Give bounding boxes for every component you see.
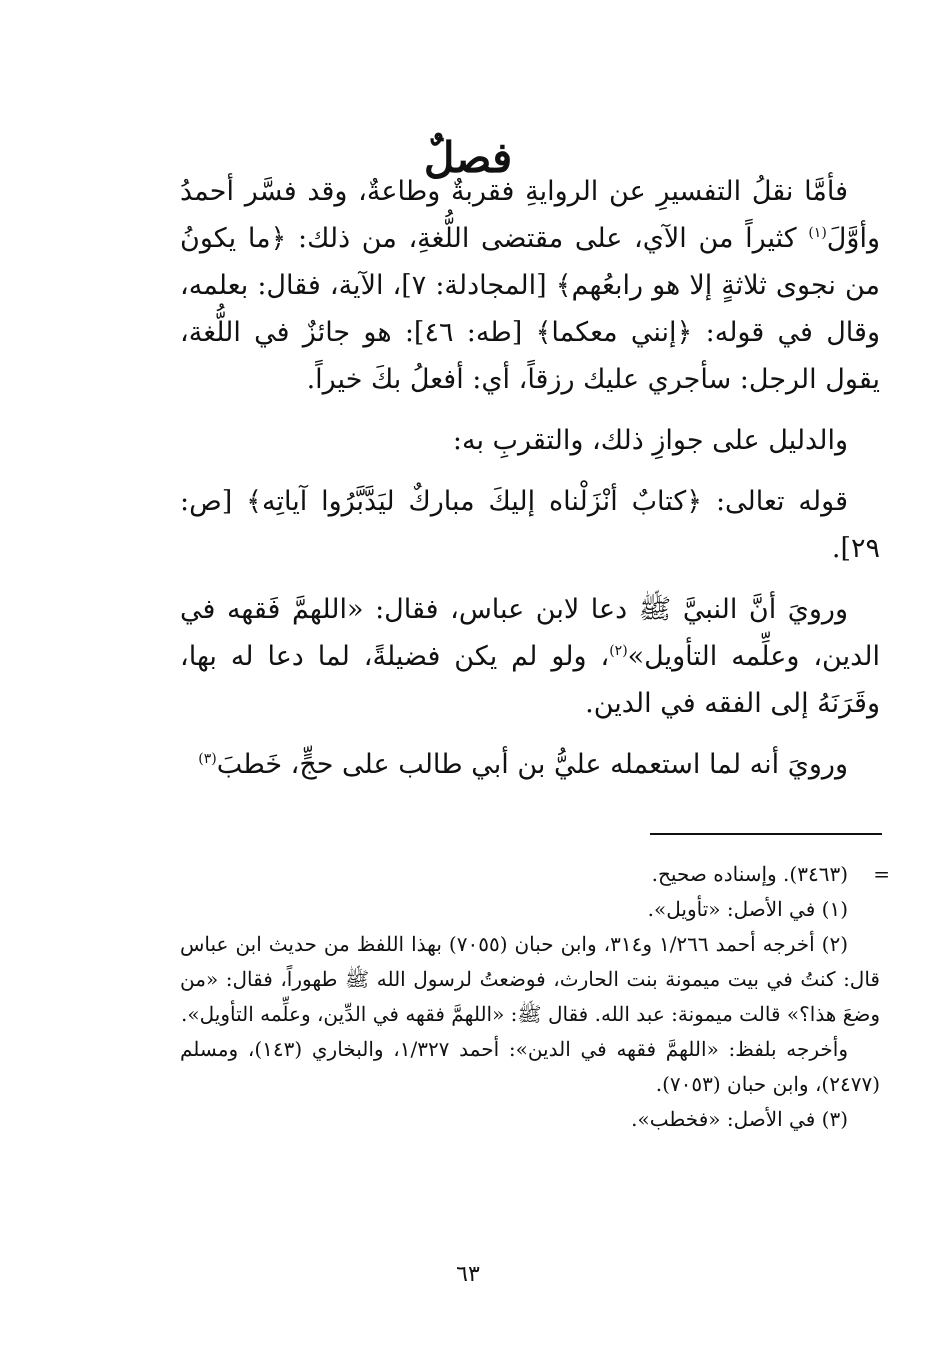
paragraph-4-continuation: ، ولو لم يكن فضيلةً، لما دعا له بها، وقَرَنَهُ إلى الفقه في الدين. (180, 641, 880, 719)
paragraph-1-text: فأمَّا نقلُ التفسيرِ عن الروايةِ فقربةٌ وطاعةٌ، وقد فسَّر أحمدُ وأوَّلَ (180, 176, 880, 254)
footnote-ref-1[interactable]: (١) (808, 225, 827, 241)
paragraph-5 (180, 741, 880, 788)
footnote-continuation (180, 857, 890, 892)
footnote-2-extra: وأخرجه بلفظ: «اللهمَّ فقهه في الدين»: أحمد ١/٣٢٧، والبخاري (١٤٣)، ومسلم (٢٤٧٧)، وابن حبان (٧٠٥٣). (180, 1037, 880, 1096)
footnote-ref-3[interactable]: (٣) (198, 751, 217, 767)
paragraph-4 (180, 586, 880, 727)
section-title: فصلٌ (423, 133, 513, 183)
paragraph-3: قوله تعالى: ﴿كتابٌ أنْزَلْناه إليكَ مباركٌ ليَدَّبَّرُوا آياتِه﴾ [ص: ٢٩]. (180, 486, 880, 564)
continuation-marker: = (873, 862, 890, 886)
paragraph-4-text: ورويَ أنَّ النبيَّ ﷺ دعا لابن عباس، فقال: «اللهمَّ فَقهه في الدين، وعلِّمه التأويل» (180, 594, 880, 672)
footnotes (180, 857, 890, 1137)
main-text (180, 168, 880, 802)
footnote-1: (١) في الأصل: «تأويل». (647, 897, 848, 921)
footnote-ref-2[interactable]: (٢) (609, 643, 628, 659)
footnote-divider (650, 833, 882, 835)
footnote-2: (٢) أخرجه أحمد ١/٢٦٦ و٣١٤، وابن حبان (٧٠٥٥) بهذا اللفظ من حديث ابن عباس قال: كنتُ في بيت ميمونة بنت الحارث، فوضعتُ لرسول الله ﷺ طهوراً، فقال: «من وضعَ هذا؟» قالت ميمونة: عبد الله. فقال ﷺ: «اللهمَّ فقهه في الدِّين، وعلِّمه التأويل». (180, 932, 880, 1026)
paragraph-1-continuation: كثيراً من الآي، على مقتضى اللُّغةِ، من ذلك: ﴿ما يكونُ من نجوى ثلاثةٍ إلا هو رابعُهم﴾ [المجادلة: ٧]، الآية، فقال: بعلمه، وقال في قوله: ﴿إنني معكما﴾ [طه: ٤٦]: هو جائزٌ في اللُّغة، يقول الرجل: سأجري عليك رزقاً، أي: أفعلُ بكَ خيراً. (180, 223, 881, 395)
paragraph-1 (180, 168, 880, 403)
paragraph-2: والدليل على جوازِ ذلك، والتقربِ به: (452, 425, 848, 456)
page-number: ٦٣ (456, 1262, 480, 1287)
footnote-3: (٣) في الأصل: «فخطب». (631, 1107, 848, 1131)
paragraph-5-text: ورويَ أنه لما استعمله عليُّ بن أبي طالب على حجٍّ، خَطبَ (216, 749, 848, 780)
footnote-continuation-text: (٣٤٦٣). وإسناده صحيح. (651, 862, 848, 886)
